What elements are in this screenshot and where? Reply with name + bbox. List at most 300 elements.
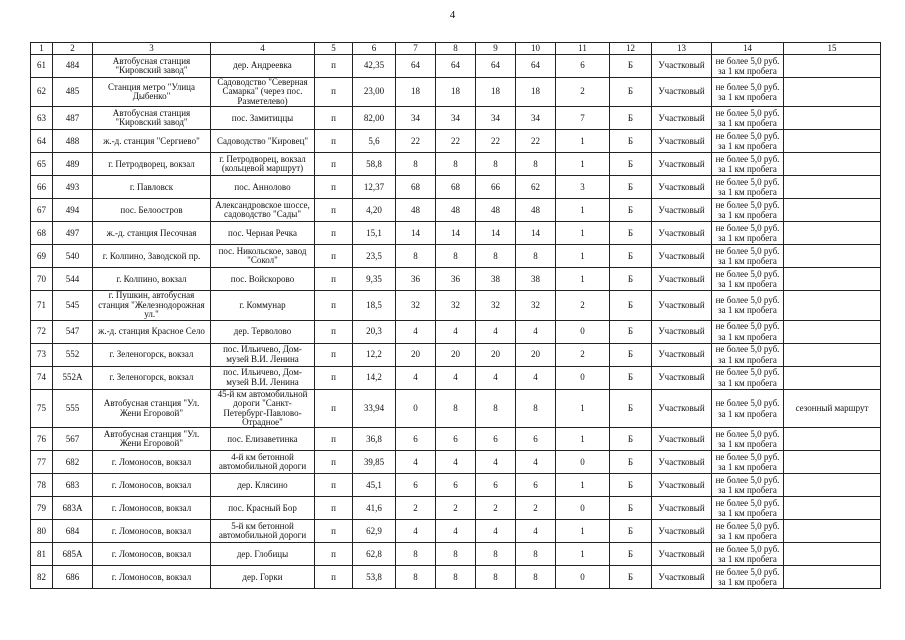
start-point: г. Ломоносов, вокзал (93, 543, 211, 566)
route-type: п (315, 199, 353, 222)
route-length: 58,8 (353, 153, 396, 176)
vehicles-col7: 0 (396, 389, 436, 428)
row-index: 77 (31, 451, 53, 474)
vehicles-col10: 38 (516, 268, 556, 291)
route-length: 41,6 (353, 497, 396, 520)
route-length: 23,5 (353, 245, 396, 268)
reserve-count: 3 (556, 176, 610, 199)
vehicles-col8: 4 (436, 366, 476, 389)
fare-note: не более 5,0 руб. за 1 км пробега (712, 428, 784, 451)
vehicle-class: Б (610, 543, 652, 566)
vehicle-class: Б (610, 497, 652, 520)
fare-note: не более 5,0 руб. за 1 км пробега (712, 199, 784, 222)
route-number: 547 (53, 320, 93, 343)
route-length: 18,5 (353, 291, 396, 320)
start-point: пос. Белоостров (93, 199, 211, 222)
route-category: Участковый (652, 343, 712, 366)
vehicles-col7: 4 (396, 366, 436, 389)
vehicles-col8: 4 (436, 520, 476, 543)
vehicles-col8: 6 (436, 428, 476, 451)
row-index: 69 (31, 245, 53, 268)
route-number: 497 (53, 222, 93, 245)
vehicles-col9: 4 (476, 520, 516, 543)
route-number: 552А (53, 366, 93, 389)
fare-note: не более 5,0 руб. за 1 км пробега (712, 176, 784, 199)
vehicle-class: Б (610, 78, 652, 107)
route-type: п (315, 130, 353, 153)
fare-note: не более 5,0 руб. за 1 км пробега (712, 268, 784, 291)
vehicles-col8: 20 (436, 343, 476, 366)
table-row (31, 451, 881, 474)
route-number: 488 (53, 130, 93, 153)
vehicles-col8: 64 (436, 55, 476, 78)
start-point: г. Ломоносов, вокзал (93, 497, 211, 520)
remark (784, 245, 881, 268)
end-point: пос. Черная Речка (211, 222, 315, 245)
route-type: п (315, 543, 353, 566)
row-index: 81 (31, 543, 53, 566)
reserve-count: 1 (556, 153, 610, 176)
table-row (31, 78, 881, 107)
route-category: Участковый (652, 130, 712, 153)
route-number: 540 (53, 245, 93, 268)
vehicles-col7: 2 (396, 497, 436, 520)
route-type: п (315, 268, 353, 291)
remark: сезонный маршрут (784, 389, 881, 428)
vehicle-class: Б (610, 153, 652, 176)
vehicles-col9: 8 (476, 543, 516, 566)
remark (784, 291, 881, 320)
vehicles-col9: 6 (476, 474, 516, 497)
route-length: 42,35 (353, 55, 396, 78)
vehicles-col7: 48 (396, 199, 436, 222)
route-type: п (315, 176, 353, 199)
end-point: пос. Красный Бор (211, 497, 315, 520)
start-point: г. Колпино, вокзал (93, 268, 211, 291)
table-row (31, 222, 881, 245)
end-point: 4-й км бетонной автомобильной дороги (211, 451, 315, 474)
fare-note: не более 5,0 руб. за 1 км пробега (712, 320, 784, 343)
vehicles-col10: 48 (516, 199, 556, 222)
route-type: п (315, 497, 353, 520)
vehicles-col10: 8 (516, 153, 556, 176)
start-point: г. Пушкин, автобусная станция "Железнодорожная ул." (93, 291, 211, 320)
remark (784, 130, 881, 153)
remark (784, 320, 881, 343)
row-index: 70 (31, 268, 53, 291)
fare-note: не более 5,0 руб. за 1 км пробега (712, 55, 784, 78)
route-type: п (315, 520, 353, 543)
route-type: п (315, 222, 353, 245)
column-number-2: 2 (53, 43, 93, 55)
column-number-3: 3 (93, 43, 211, 55)
end-point: пос. Никольское, завод "Сокол" (211, 245, 315, 268)
route-category: Участковый (652, 153, 712, 176)
route-type: п (315, 320, 353, 343)
reserve-count: 1 (556, 389, 610, 428)
route-category: Участковый (652, 78, 712, 107)
vehicles-col9: 38 (476, 268, 516, 291)
reserve-count: 1 (556, 428, 610, 451)
table-row (31, 320, 881, 343)
vehicles-col8: 8 (436, 566, 476, 589)
table-row (31, 268, 881, 291)
end-point: дер. Горки (211, 566, 315, 589)
start-point: г. Павловск (93, 176, 211, 199)
vehicles-col7: 34 (396, 107, 436, 130)
fare-note: не более 5,0 руб. за 1 км пробега (712, 543, 784, 566)
vehicles-col10: 8 (516, 566, 556, 589)
column-number-15: 15 (784, 43, 881, 55)
route-length: 62,8 (353, 543, 396, 566)
vehicles-col10: 62 (516, 176, 556, 199)
vehicles-col9: 48 (476, 199, 516, 222)
routes-table (30, 42, 881, 589)
reserve-count: 2 (556, 78, 610, 107)
vehicles-col9: 34 (476, 107, 516, 130)
vehicles-col7: 14 (396, 222, 436, 245)
route-category: Участковый (652, 520, 712, 543)
row-index: 64 (31, 130, 53, 153)
route-number: 682 (53, 451, 93, 474)
remark (784, 366, 881, 389)
vehicle-class: Б (610, 320, 652, 343)
start-point: ж.-д. станция "Сергиево" (93, 130, 211, 153)
start-point: г. Петродворец, вокзал (93, 153, 211, 176)
route-type: п (315, 245, 353, 268)
table-row (31, 245, 881, 268)
vehicles-col10: 2 (516, 497, 556, 520)
table-row (31, 543, 881, 566)
remark (784, 55, 881, 78)
route-type: п (315, 451, 353, 474)
start-point: ж.-д. станция Песочная (93, 222, 211, 245)
reserve-count: 7 (556, 107, 610, 130)
vehicles-col7: 36 (396, 268, 436, 291)
route-number: 683А (53, 497, 93, 520)
reserve-count: 0 (556, 320, 610, 343)
vehicles-col7: 8 (396, 245, 436, 268)
start-point: г. Ломоносов, вокзал (93, 520, 211, 543)
route-type: п (315, 566, 353, 589)
vehicle-class: Б (610, 520, 652, 543)
vehicles-col10: 6 (516, 428, 556, 451)
column-number-12: 12 (610, 43, 652, 55)
reserve-count: 1 (556, 245, 610, 268)
route-category: Участковый (652, 428, 712, 451)
start-point: Автобусная станция "Кировский завод" (93, 55, 211, 78)
vehicles-col7: 32 (396, 291, 436, 320)
start-point: Станция метро "Улица Дыбенко" (93, 78, 211, 107)
route-type: п (315, 291, 353, 320)
fare-note: не более 5,0 руб. за 1 км пробега (712, 78, 784, 107)
vehicles-col7: 4 (396, 520, 436, 543)
route-category: Участковый (652, 222, 712, 245)
vehicles-col7: 8 (396, 566, 436, 589)
vehicles-col7: 6 (396, 428, 436, 451)
remark (784, 268, 881, 291)
table-row (31, 176, 881, 199)
vehicles-col10: 20 (516, 343, 556, 366)
end-point: 5-й км бетонной автомобильной дороги (211, 520, 315, 543)
reserve-count: 1 (556, 199, 610, 222)
end-point: пос. Аннолово (211, 176, 315, 199)
route-category: Участковый (652, 176, 712, 199)
vehicles-col10: 14 (516, 222, 556, 245)
vehicles-col9: 66 (476, 176, 516, 199)
end-point: Садоводство "Кировец" (211, 130, 315, 153)
fare-note: не более 5,0 руб. за 1 км пробега (712, 389, 784, 428)
start-point: Автобусная станция "Ул. Жени Егоровой" (93, 389, 211, 428)
route-category: Участковый (652, 566, 712, 589)
table-row (31, 107, 881, 130)
start-point: г. Ломоносов, вокзал (93, 451, 211, 474)
fare-note: не более 5,0 руб. за 1 км пробега (712, 153, 784, 176)
end-point: дер. Клясино (211, 474, 315, 497)
reserve-count: 0 (556, 497, 610, 520)
vehicles-col10: 18 (516, 78, 556, 107)
end-point: пос. Елизаветинка (211, 428, 315, 451)
route-number: 484 (53, 55, 93, 78)
vehicles-col8: 22 (436, 130, 476, 153)
route-type: п (315, 474, 353, 497)
row-index: 78 (31, 474, 53, 497)
row-index: 75 (31, 389, 53, 428)
row-index: 61 (31, 55, 53, 78)
route-length: 14,2 (353, 366, 396, 389)
table-row (31, 366, 881, 389)
fare-note: не более 5,0 руб. за 1 км пробега (712, 245, 784, 268)
route-length: 15,1 (353, 222, 396, 245)
row-index: 79 (31, 497, 53, 520)
vehicles-col7: 8 (396, 153, 436, 176)
route-category: Участковый (652, 55, 712, 78)
fare-note: не более 5,0 руб. за 1 км пробега (712, 291, 784, 320)
vehicles-col8: 18 (436, 78, 476, 107)
route-category: Участковый (652, 107, 712, 130)
remark (784, 543, 881, 566)
remark (784, 199, 881, 222)
remark (784, 520, 881, 543)
route-type: п (315, 343, 353, 366)
route-category: Участковый (652, 320, 712, 343)
route-number: 552 (53, 343, 93, 366)
fare-note: не более 5,0 руб. за 1 км пробега (712, 497, 784, 520)
column-number-14: 14 (712, 43, 784, 55)
vehicles-col7: 68 (396, 176, 436, 199)
route-length: 45,1 (353, 474, 396, 497)
fare-note: не более 5,0 руб. за 1 км пробега (712, 107, 784, 130)
vehicles-col10: 8 (516, 389, 556, 428)
route-number: 493 (53, 176, 93, 199)
end-point: Александровское шоссе, садоводство "Сады" (211, 199, 315, 222)
reserve-count: 1 (556, 474, 610, 497)
remark (784, 566, 881, 589)
row-index: 74 (31, 366, 53, 389)
vehicles-col8: 4 (436, 451, 476, 474)
row-index: 80 (31, 520, 53, 543)
route-type: п (315, 366, 353, 389)
vehicles-col7: 64 (396, 55, 436, 78)
route-category: Участковый (652, 389, 712, 428)
vehicle-class: Б (610, 451, 652, 474)
route-length: 62,9 (353, 520, 396, 543)
end-point: пос. Ильичево, Дом-музей В.И. Ленина (211, 343, 315, 366)
vehicles-col9: 8 (476, 566, 516, 589)
column-number-10: 10 (516, 43, 556, 55)
route-number: 567 (53, 428, 93, 451)
route-category: Участковый (652, 543, 712, 566)
route-number: 489 (53, 153, 93, 176)
column-number-5: 5 (315, 43, 353, 55)
vehicles-col9: 4 (476, 451, 516, 474)
row-index: 66 (31, 176, 53, 199)
route-number: 545 (53, 291, 93, 320)
table-row (31, 55, 881, 78)
route-length: 53,8 (353, 566, 396, 589)
route-number: 685А (53, 543, 93, 566)
vehicles-col10: 6 (516, 474, 556, 497)
vehicles-col10: 4 (516, 451, 556, 474)
remark (784, 428, 881, 451)
route-length: 12,37 (353, 176, 396, 199)
vehicles-col10: 4 (516, 320, 556, 343)
route-length: 5,6 (353, 130, 396, 153)
route-category: Участковый (652, 497, 712, 520)
start-point: г. Колпино, Заводской пр. (93, 245, 211, 268)
route-number: 684 (53, 520, 93, 543)
vehicle-class: Б (610, 245, 652, 268)
vehicles-col8: 48 (436, 199, 476, 222)
route-category: Участковый (652, 291, 712, 320)
start-point: г. Ломоносов, вокзал (93, 566, 211, 589)
route-type: п (315, 78, 353, 107)
vehicle-class: Б (610, 222, 652, 245)
column-number-8: 8 (436, 43, 476, 55)
start-point: ж.-д. станция Красное Село (93, 320, 211, 343)
vehicles-col9: 20 (476, 343, 516, 366)
end-point: г. Петродворец, вокзал (кольцевой маршрут) (211, 153, 315, 176)
vehicles-col8: 2 (436, 497, 476, 520)
vehicles-col10: 64 (516, 55, 556, 78)
reserve-count: 2 (556, 291, 610, 320)
route-category: Участковый (652, 199, 712, 222)
remark (784, 78, 881, 107)
route-length: 82,00 (353, 107, 396, 130)
reserve-count: 1 (556, 520, 610, 543)
fare-note: не более 5,0 руб. за 1 км пробега (712, 130, 784, 153)
reserve-count: 1 (556, 130, 610, 153)
row-index: 73 (31, 343, 53, 366)
table-header-row (31, 43, 881, 55)
row-index: 65 (31, 153, 53, 176)
vehicles-col10: 4 (516, 366, 556, 389)
route-type: п (315, 55, 353, 78)
vehicles-col8: 34 (436, 107, 476, 130)
vehicles-col7: 4 (396, 320, 436, 343)
route-length: 33,94 (353, 389, 396, 428)
vehicles-col10: 8 (516, 543, 556, 566)
vehicles-col10: 22 (516, 130, 556, 153)
remark (784, 176, 881, 199)
vehicle-class: Б (610, 366, 652, 389)
vehicles-col9: 22 (476, 130, 516, 153)
end-point: г. Коммунар (211, 291, 315, 320)
vehicles-col9: 64 (476, 55, 516, 78)
route-number: 485 (53, 78, 93, 107)
table-row (31, 497, 881, 520)
vehicles-col8: 4 (436, 320, 476, 343)
vehicles-col7: 22 (396, 130, 436, 153)
route-number: 555 (53, 389, 93, 428)
start-point: Автобусная станция "Кировский завод" (93, 107, 211, 130)
vehicles-col8: 68 (436, 176, 476, 199)
route-category: Участковый (652, 366, 712, 389)
row-index: 72 (31, 320, 53, 343)
row-index: 67 (31, 199, 53, 222)
table-row (31, 291, 881, 320)
vehicles-col9: 8 (476, 153, 516, 176)
reserve-count: 1 (556, 268, 610, 291)
reserve-count: 1 (556, 543, 610, 566)
end-point: Садоводство "Северная Самарка" (через пос. Разметелево) (211, 78, 315, 107)
route-number: 683 (53, 474, 93, 497)
end-point: пос. Ильичево, Дом-музей В.И. Ленина (211, 366, 315, 389)
vehicles-col8: 36 (436, 268, 476, 291)
route-length: 4,20 (353, 199, 396, 222)
vehicles-col8: 8 (436, 543, 476, 566)
remark (784, 451, 881, 474)
vehicles-col8: 8 (436, 245, 476, 268)
vehicles-col10: 34 (516, 107, 556, 130)
vehicles-col9: 32 (476, 291, 516, 320)
vehicles-col7: 20 (396, 343, 436, 366)
start-point: г. Зеленогорск, вокзал (93, 343, 211, 366)
column-number-1: 1 (31, 43, 53, 55)
vehicle-class: Б (610, 389, 652, 428)
vehicles-col9: 2 (476, 497, 516, 520)
remark (784, 107, 881, 130)
vehicles-col9: 18 (476, 78, 516, 107)
fare-note: не более 5,0 руб. за 1 км пробега (712, 520, 784, 543)
vehicle-class: Б (610, 130, 652, 153)
route-length: 12,2 (353, 343, 396, 366)
vehicles-col8: 8 (436, 389, 476, 428)
reserve-count: 0 (556, 451, 610, 474)
end-point: дер. Глобицы (211, 543, 315, 566)
vehicles-col10: 4 (516, 520, 556, 543)
route-length: 36,8 (353, 428, 396, 451)
row-index: 82 (31, 566, 53, 589)
route-type: п (315, 389, 353, 428)
route-number: 686 (53, 566, 93, 589)
route-length: 39,85 (353, 451, 396, 474)
fare-note: не более 5,0 руб. за 1 км пробега (712, 451, 784, 474)
row-index: 68 (31, 222, 53, 245)
end-point: дер. Терволово (211, 320, 315, 343)
reserve-count: 6 (556, 55, 610, 78)
route-length: 9,35 (353, 268, 396, 291)
vehicle-class: Б (610, 55, 652, 78)
vehicles-col9: 14 (476, 222, 516, 245)
end-point: пос. Замитиццы (211, 107, 315, 130)
route-number: 487 (53, 107, 93, 130)
end-point: 45-й км автомобильной дороги "Санкт-Петербург-Павлово-Отрадное" (211, 389, 315, 428)
route-number: 494 (53, 199, 93, 222)
remark (784, 153, 881, 176)
remark (784, 474, 881, 497)
fare-note: не более 5,0 руб. за 1 км пробега (712, 366, 784, 389)
